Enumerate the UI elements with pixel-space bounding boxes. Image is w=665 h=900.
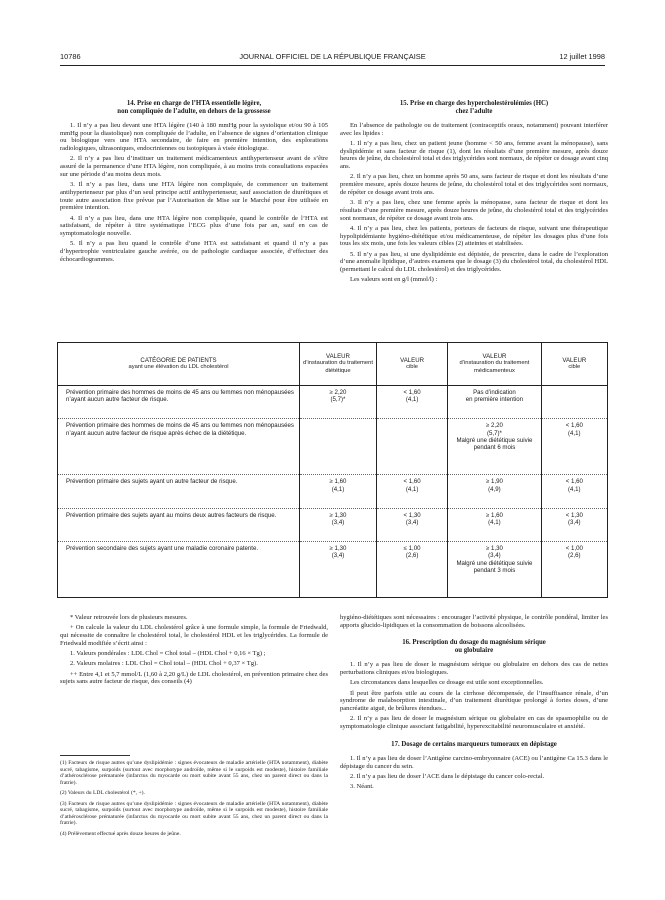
value-cell [448,542,541,597]
paragraph: En l’absence de pathologie ou de traitement (contraceptifs oraux, notamment) pouvant interférer avec les lipides : [340,122,608,137]
value-mmol: (4,1) [331,485,345,493]
value-mmol: (4,1) [568,485,581,493]
title-line: ou globulaire [454,647,494,655]
value-cell [448,475,541,508]
paragraph: 1. Il n’y a pas lieu devant une HTA légère (140 à 180 mmHg pour la systolique et/ou 90 à 105 mmHg pour la diastolique) non compliquée de l’adulte, en l’absence de signes d’orientation clinique ou biologique vers une HTA secondaire, de faire en première intention, des explorations radiologiques, ultrasoniques, endocriniennes ou isotopiques à visée étiologique. [60,122,328,153]
page-header [60,52,605,64]
value-cell [541,542,607,597]
value: ≥ 1,60 [329,478,347,486]
category-cell: Prévention primaire des hommes de moins de 45 ans ou femmes non ménopausées n’ayant aucun autre facteur de risque. [58,386,300,419]
ldl-table-grid [58,343,607,597]
value-cell [376,475,447,508]
header-line: d’instauration du traitement médicamenteux [459,360,530,374]
value-mmol: (5,7)* [330,396,346,404]
title-line: non compliquée de l’adulte, en dehors de la grossesse [117,108,271,115]
value-mmol: (4,9) [488,485,501,493]
table-row [58,419,607,475]
section-14-title [60,100,328,116]
value: ≥ 2,20 [485,422,503,430]
col-header-drug-start [448,343,541,386]
footnote: (3) Facteurs de risque autres qu’une dyslipidémie : signes évocateurs de maladie artérielle (HTA notamment), diabète sucré, tabagisme, surpoids (surtout avec morphotype androïde, même si le surpoids est modeste), histoire familiale d’athérosclérose prématurée (infarctus du myocarde ou mort subite avant 55 ans, chez un parent direct ou dans la fratrie). [60,800,328,826]
value: Pas d’indication [473,389,516,396]
table-notes [60,614,328,689]
footnotes [60,760,328,841]
section-15 [340,100,608,287]
paragraph: 1. Il n’y a pas lieu de doser l’Antigène carcino-embryonnaire (ACE) ou l’antigène Ca 15.3 dans le dépistage du cancer du sein. [340,754,608,770]
value: ≤ 1,00 [403,545,421,553]
value: < 1,60 [403,389,421,396]
col-header-drug-target [541,343,607,386]
value-cell [541,386,607,419]
section-15-title [340,100,608,116]
page-number: 10786 [60,52,81,61]
header-line: VALEUR [482,353,507,361]
value-mmol: (4,1) [568,429,581,437]
paragraph: + On calcule la valeur du LDL cholestérol grâce à une formule simple, la formule de Friedwald, qui nécessite de connaître le cholestérol total, le cholestérol HDL et les triglycérides. La formule de Friedwald modifiée s’écrit ainsi : [60,624,328,647]
category-cell: Prévention primaire des sujets ayant au moins deux autres facteurs de risque. [58,508,300,541]
category-cell: Prévention secondaire des sujets ayant une maladie coronaire patente. [66,545,259,553]
value-mmol: (2,6) [568,552,581,560]
section-17-title: 17. Dosage de certains marqueurs tumoraux en dépistage [391,740,557,748]
value-mmol: (4,1) [405,485,419,493]
paragraph: 3. Il n’y a pas lieu, dans une HTA légère non compliquée, de commencer un traitement antihypertenseur par plus d’un seul principe actif antihypertenseur, sauf association de diurétiques et toute autre association fixe prévue par l’Autorisation de Mise sur le Marché pour être utilisée en première intention. [60,181,328,212]
value: ≥ 1,60 [485,511,503,519]
header-line: VALEUR [562,356,587,364]
paragraph: * Valeur retrouvée lors de plusieurs mesures. [70,614,188,621]
footnote-rule [60,755,130,756]
value: < 1,30 [403,511,421,519]
header-line: d’instauration du traitement diététique [303,360,373,374]
col-header-diet-start [300,343,377,386]
paragraph: 1. Il n’y a pas lieu de doser le magnésium sérique ou globulaire en dehors des cas de nettes perturbations cliniques et/ou biologiques. [340,661,608,677]
value-cell [448,386,541,419]
title-line: chez l’adulte [455,108,493,115]
title-line: 14. Prise en charge de l’HTA essentielle légère, [126,100,262,107]
value: ≥ 2,20 [329,389,347,396]
right-bottom-column [340,614,608,793]
value-cell [541,419,607,475]
footnote: (4) Prélèvement effectué après douze heures de jeûne. [60,830,181,837]
paragraph: 2. Il n’y a pas lieu de doser le magnésium sérique ou globulaire en cas de spasmophilie ou de symptomatologie clinique associant fatigabilité, hyperexcitabilité neuromusculaire et anxiété. [340,715,608,731]
paragraph: 4. Il n’y a pas lieu, chez les patients, porteurs de facteurs de risque, suivant une thérapeutique hypolipidémiante hygiéno-diététique et/ou médicamenteuse, de répéter les dosages plus d’une fois tous les six mois, une fois les valeurs cibles (2) atteintes et stabilisées. [340,224,608,248]
header-line: cible [568,364,581,370]
value: < 1,30 [565,511,583,519]
category-cell: Prévention primaire des sujets ayant un autre facteur de risque. [58,475,300,508]
value-cell [300,386,377,419]
paragraph: 2. Il n’y a pas lieu, chez un homme après 50 ans, sans facteur de risque et dont les résultats d’une première mesure, après douze heures de jeûne, du cholestérol total et des triglycérides sont normaux, de répéter ce dosage avant trois ans. [340,173,608,196]
paragraph: 4. Il n’y a pas lieu, dans une HTA légère non compliquée, quand le contrôle de l’HTA est satisfaisant, de répéter à titre systématique l’ECG plus d’une fois par an, sauf en cas de symptomatologie nouvelle. [60,214,328,237]
value-cell [541,508,607,541]
title-line: 15. Prise en charge des hypercholestérolémies (HC) [399,100,549,107]
value-cell [300,475,377,508]
paragraph: 3. Néant. [350,783,374,791]
value-cell [300,542,377,597]
value-cell [376,386,447,419]
value-mmol: (4,1) [488,519,501,527]
col-header-category [58,343,300,386]
paragraph: ++ Entre 4,1 et 5,7 mmol/L (1,60 à 2,20 g/L) de LDL cholestérol, en prévention primaire chez des sujets sans autre facteur de risque, des conseils (4) [60,670,328,686]
value-mmol: (5,7)* [486,429,502,437]
header-line: CATÉGORIE DE PATIENTS [140,356,217,364]
col-header-diet-target [376,343,447,386]
value-note: Malgré une diététique suivie pendant 6 mois [456,436,533,452]
footnote: (1) Facteurs de risque autres qu’une dyslipidémie : signes évocateurs de maladie artérielle (HTA notamment), diabète sucré, tabagisme, surpoids (surtout avec morphotype androïde, même si le surpoids est modeste), histoire familiale d’athérosclérose prématurée (infarctus du myocarde ou mort subite avant 55 ans, chez un parent direct ou dans la fratrie). [60,760,328,786]
value: ≥ 1,90 [485,478,503,486]
value: < 1,60 [565,422,583,430]
header-line: VALEUR [400,356,425,364]
value-mmol: (2,6) [405,552,419,560]
section-16-title [340,639,608,655]
value-cell [448,419,541,475]
header-line: VALEUR [326,353,350,361]
value-note: Malgré une diététique suivie pendant 3 mois [456,559,533,574]
paragraph: 2. Il n’y a pas lieu d’instituer un traitement médicamenteux antihypertenseur avant de s’être assuré de la permanence d’une HTA légère, non compliquée, à au moins trois consultations espacées sur une période d’au moins deux mois. [60,155,328,178]
table-header-row [58,343,607,386]
header-line: ayant une élévation du LDL cholestérol [128,364,229,370]
table-row [58,475,607,508]
paragraph: 1. Valeurs pondérales : LDL Chol = Chol total – (HDL Chol + 0,16 × Tg) ; [70,650,266,657]
title-line: 16. Prescription du dosage du magnésium sérique [402,639,546,647]
category-cell: Prévention primaire des hommes de moins de 45 ans ou femmes non ménopausées n’ayant aucun autre facteur de risque après échec de la diététique. [58,419,300,475]
value-cell [541,475,607,508]
value-mmol: (3,4) [568,519,581,527]
value-cell [376,419,447,475]
journal-title: JOURNAL OFFICIEL DE LA RÉPUBLIQUE FRANÇAISE [239,52,426,61]
issue-date: 12 juillet 1998 [559,52,605,61]
value-mmol: (3,4) [331,519,345,527]
value: < 1,60 [565,478,583,486]
table-row [58,508,607,541]
value-mmol: (3,4) [331,552,345,560]
value: < 1,00 [565,545,583,553]
table-row [58,386,607,419]
paragraph: Il peut être parfois utile au cours de la cirrhose décompensée, de l’insuffisance rénale, d’un syndrome de malabsorption intestinale, d’un traitement diurétique prolongé à fortes doses, d’une pancréatite aiguë, de brûlures étendues... [340,689,608,713]
paragraph: 2. Valeurs molaires : LDL Chol = Chol total – (HDL Chol + 0,37 × Tg). [70,660,258,668]
value-cell [448,508,541,541]
ldl-table [57,342,608,598]
value: ≥ 1,30 [485,545,503,553]
paragraph: 5. Il n’y a pas lieu quand le contrôle d’une HTA est satisfaisant et quand il n’y a pas d’hypertrophie ventriculaire gauche avérée, ou de pathologie cardiaque associée, d’effectuer des échocardiogrammes. [60,240,328,263]
paragraph: Les circonstances dans lesquelles ce dosage est utile sont exceptionnelles. [350,679,544,687]
header-rule [60,65,605,66]
value-mmol: en première intention [465,396,524,404]
value-cell [376,508,447,541]
value-cell [300,419,377,475]
value: ≥ 1,30 [329,545,347,553]
paragraph: 5. Il n’y a pas lieu, si une dyslipidémie est dépistée, de prescrire, dans le cadre de l’exploration d’une anomalie lipidique, d’autres examens que le dosage (3) du cholestérol total, du cholestérol HDL (permettant le calcul du LDL cholestérol) et des triglycérides. [340,250,608,273]
value-mmol: (3,4) [405,519,419,527]
paragraph: Les valeurs sont en g/l (mmol/l) : [350,276,438,284]
paragraph: hygiéno-diététiques sont nécessaires : encourager l’activité physique, le contrôle pondéral, limiter les apports glucido-lipidiques et la consommation de boissons alcoolisées. [340,614,608,629]
section-14 [60,100,328,266]
value-cell [376,542,447,597]
value: ≥ 1,30 [329,511,347,519]
footnote: (2) Valeurs du LDL cholestérol (*, +). [60,790,145,796]
paragraph: 1. Il n’y a pas lieu, chez un patient jeune (homme < 50 ans, femme avant la ménopause), sans dyslipidémie et sans facteur de risque (1), dont les résultats d’une première mesure, après douze heures de jeûne, du cholestérol total et des triglycérides sont normaux, de répéter ce dosage avant cinq ans. [340,140,608,171]
paragraph: 3. Il n’y a pas lieu, chez une femme après la ménopause, sans facteur de risque et dont les résultats d’une première mesure, après douze heures de jeûne, du cholestérol total et des triglycérides sont normaux, de répéter ce dosage avant trois ans. [340,199,608,222]
table-row [58,542,607,597]
value: < 1,60 [403,478,421,486]
value-mmol: (3,4) [488,552,501,560]
value-mmol: (4,1) [405,396,419,404]
paragraph: 2. Il n’y a pas lieu de doser l’ACE dans le dépistage du cancer colo-rectal. [350,772,545,780]
value-cell [300,508,377,541]
header-line: cible [406,364,419,370]
